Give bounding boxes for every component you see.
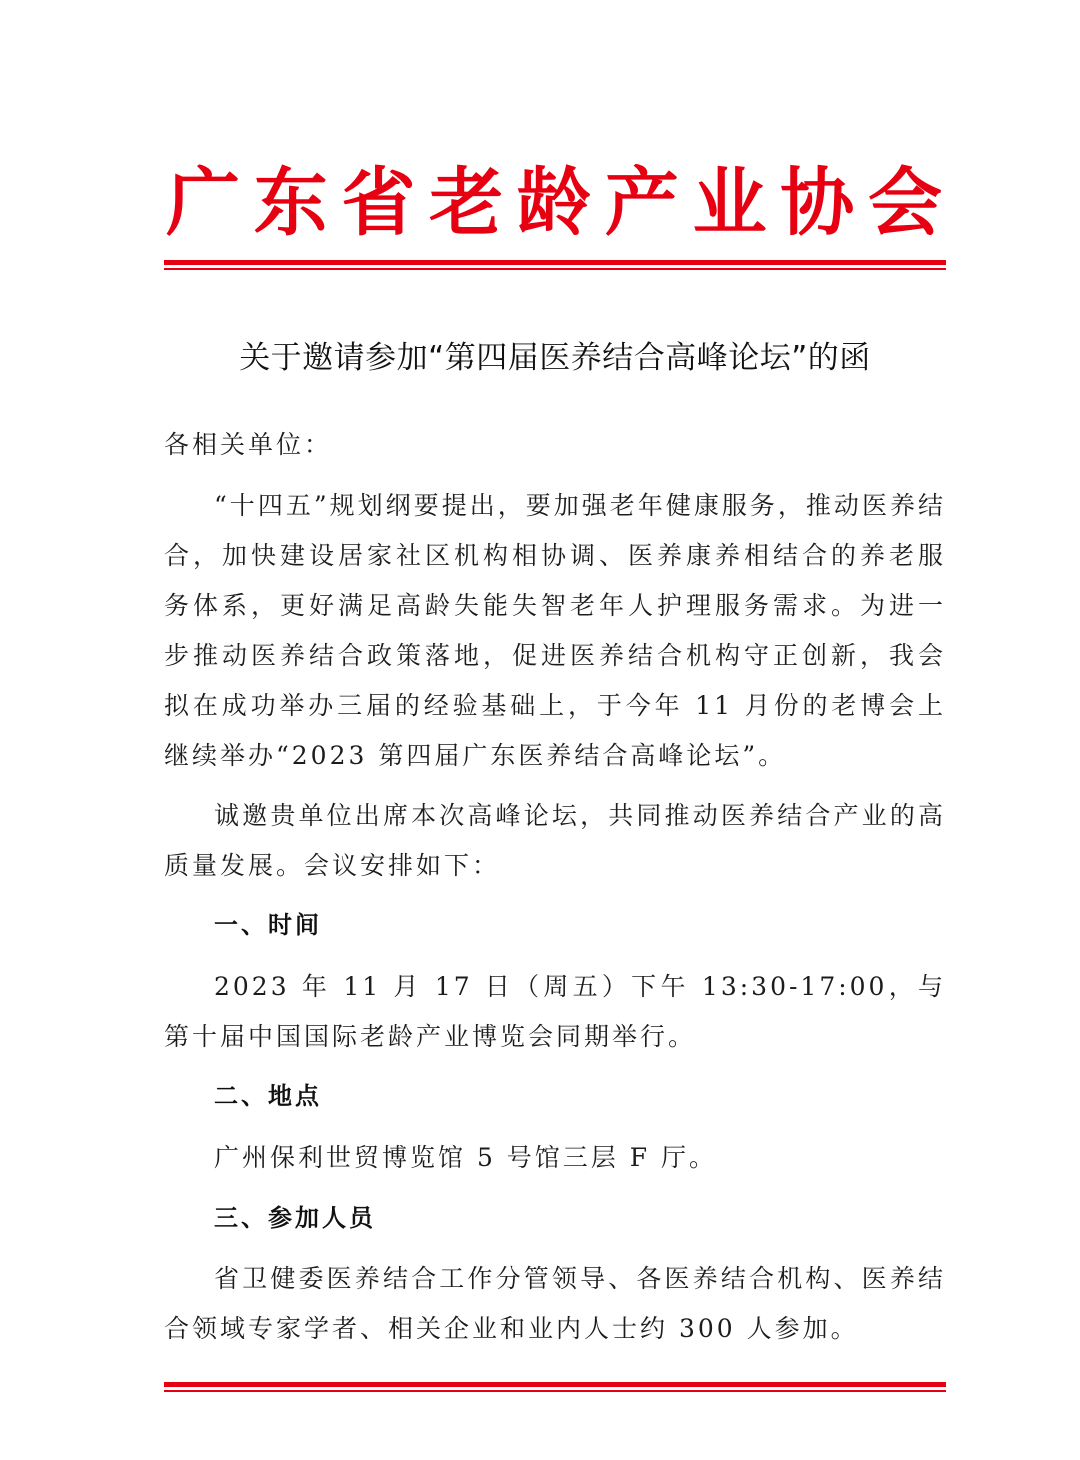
document-title: 关于邀请参加“第四届医养结合高峰论坛”的函 xyxy=(239,340,871,376)
paragraph-invitation: 诚邀贵单位出席本次高峰论坛，共同推动医养结合产业的高质量发展。会议安排如下： xyxy=(164,801,946,880)
letterhead-char: 业 xyxy=(692,160,767,246)
letterhead-char: 广 xyxy=(166,160,240,246)
letterhead-char: 东 xyxy=(253,160,328,246)
letterhead-char: 协 xyxy=(780,160,855,246)
paragraph-intro: “十四五”规划纲要提出，要加强老年健康服务，推动医养结合，加快建设居家社区机构相协调、医养康养相结合的养老服务体系，更好满足高龄失能失智老年人护理服务需求。为进一步推动医养结合政策落地，促进医养结合机构守正创新，我会拟在成功举办三届的经验基础上，于今年 11 月份的老博会上继续举办“2023 第四届广东医养结合高峰论坛”。 xyxy=(164,491,946,770)
section-heading-time: 一、时间 xyxy=(214,911,322,939)
letterhead-char: 老 xyxy=(429,160,504,246)
page-divider-bottom xyxy=(164,1382,946,1392)
salutation: 各相关单位： xyxy=(164,430,333,459)
section-body-attendees: 省卫健委医养结合工作分管领导、各医养结合机构、医养结合领域专家学者、相关企业和业内人士约 300 人参加。 xyxy=(164,1264,946,1343)
letterhead-char: 省 xyxy=(341,160,416,246)
letterhead-char: 会 xyxy=(868,160,942,246)
letterhead-char: 龄 xyxy=(517,160,591,246)
letterhead-divider-top xyxy=(164,260,946,270)
section-heading-attendees: 三、参加人员 xyxy=(214,1204,376,1232)
section-body-time: 2023 年 11 月 17 日（周五）下午 13:30-17:00，与第十届中国国际老龄产业博览会同期举行。 xyxy=(164,972,946,1051)
letterhead-org-name xyxy=(163,158,945,248)
letterhead-char: 产 xyxy=(604,160,679,246)
section-body-location: 广州保利世贸博览馆 5 号馆三层 F 厅。 xyxy=(214,1143,718,1172)
section-heading-location: 二、地点 xyxy=(214,1082,322,1110)
